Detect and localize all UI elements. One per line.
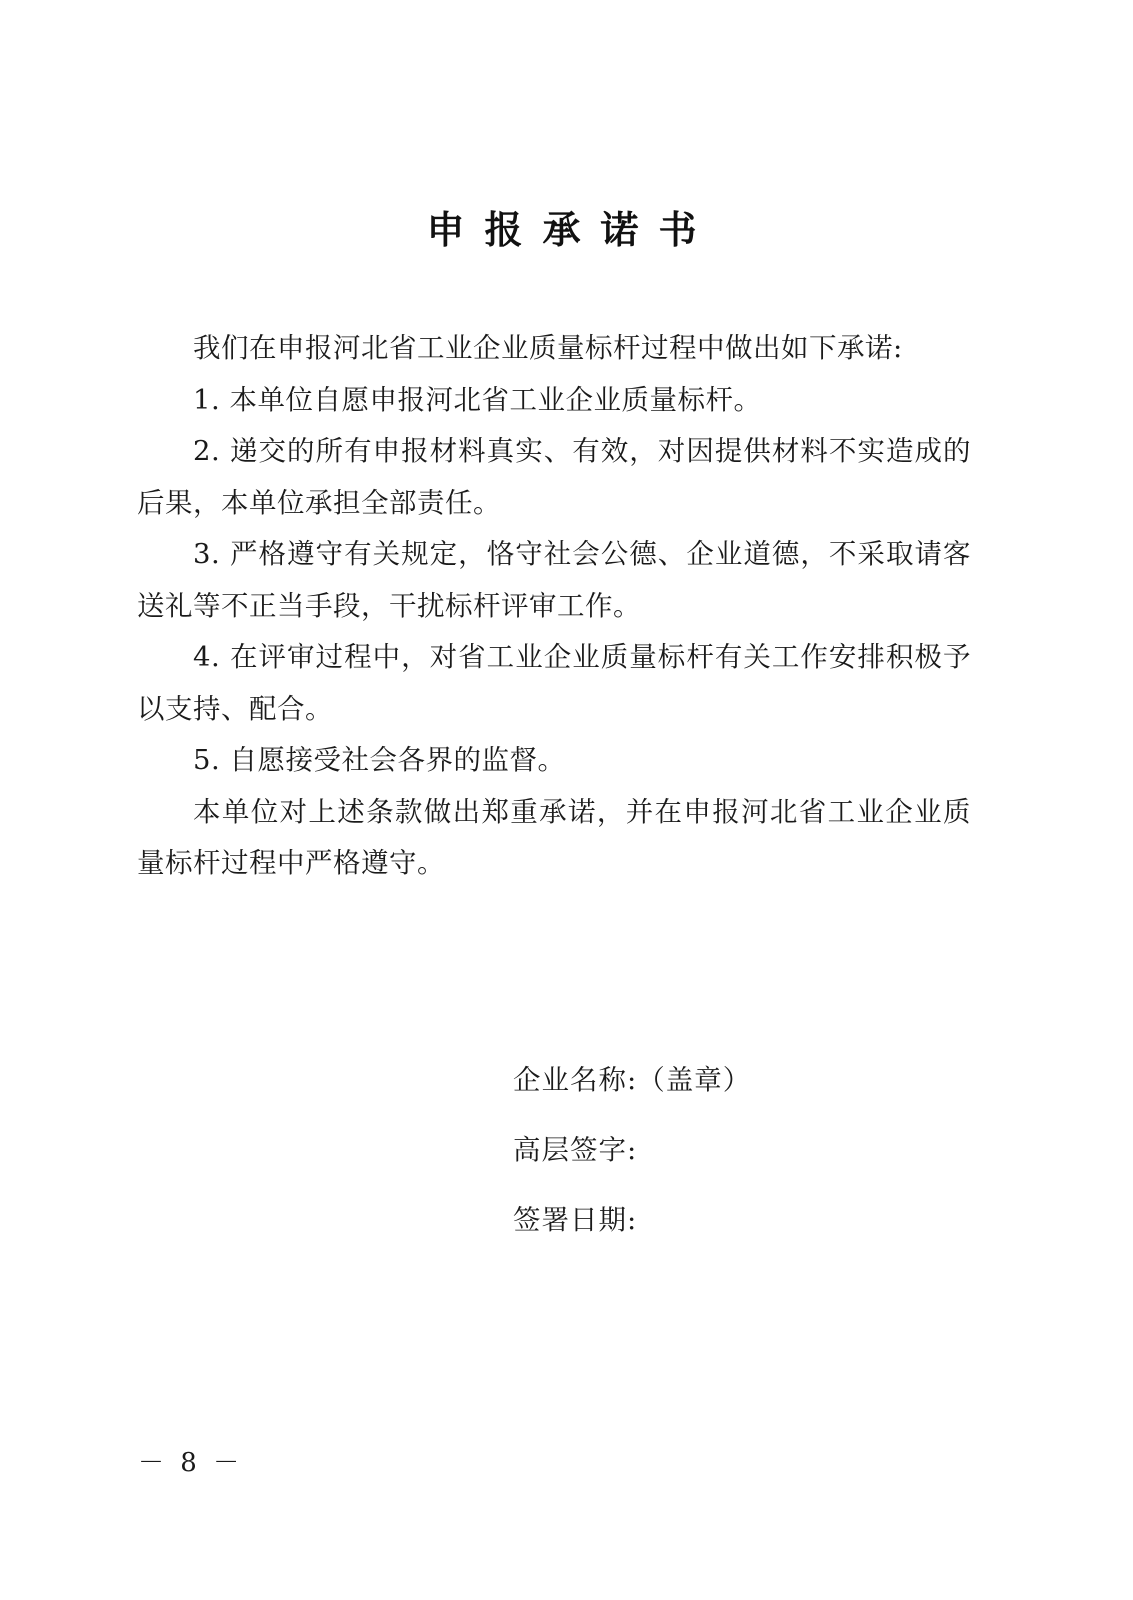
commitment-item-5: 5. 自愿接受社会各界的监督。: [193, 744, 566, 776]
intro-paragraph: 我们在申报河北省工业企业质量标杆过程中做出如下承诺:: [193, 332, 903, 364]
commitment-item-3: 3. 严格遵守有关规定，恪守社会公德、企业道德，不采取请客送礼等不正当手段，干扰标杆评审工作。: [137, 538, 971, 622]
commitment-item-1: 1. 本单位自愿申报河北省工业企业质量标杆。: [193, 383, 762, 416]
commitment-item-4: 4. 在评审过程中，对省工业企业质量标杆有关工作安排积极予以支持、配合。: [137, 641, 971, 725]
company-name-label: 企业名称:（盖章）: [513, 1064, 752, 1096]
executive-signature-label: 高层签字:: [513, 1134, 638, 1166]
signature-block: [513, 1045, 751, 1255]
signing-date-label: 签署日期:: [513, 1204, 638, 1236]
closing-paragraph: 本单位对上述条款做出郑重承诺，并在申报河北省工业企业质量标杆过程中严格遵守。: [137, 795, 971, 879]
commitment-item-2: 2. 递交的所有申报材料真实、有效，对因提供材料不实造成的后果，本单位承担全部责任。: [137, 435, 971, 519]
document-title: 申报承诺书: [426, 208, 717, 252]
page-number: － 8 －: [138, 1448, 244, 1478]
commitment-body: [137, 323, 971, 890]
